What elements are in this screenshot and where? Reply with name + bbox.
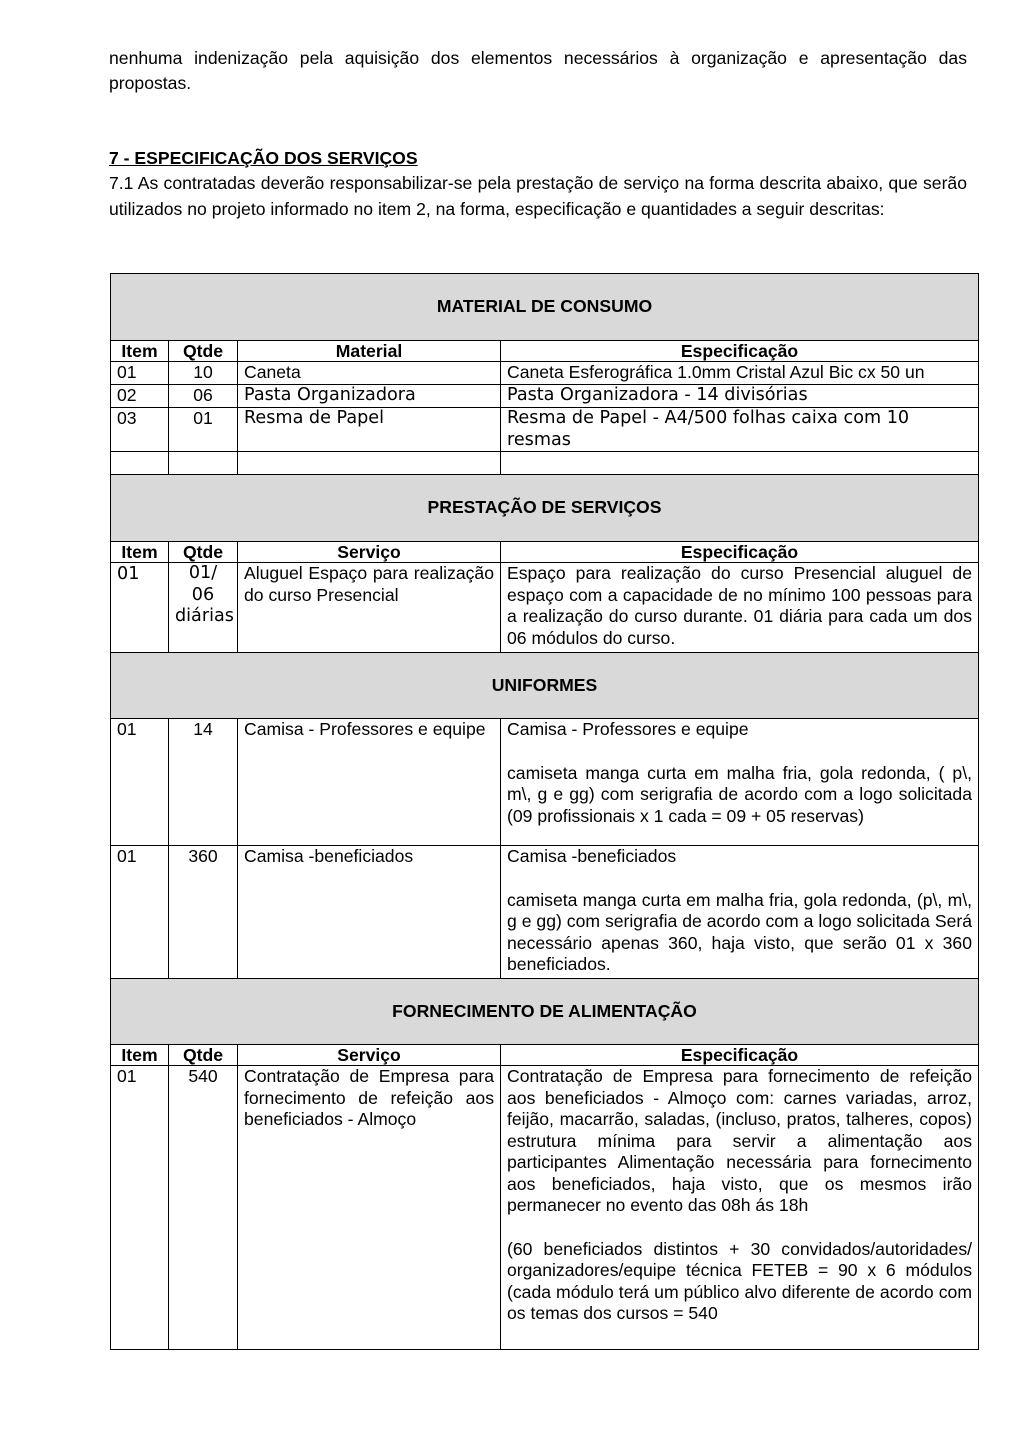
cell-item: 01 bbox=[111, 846, 169, 979]
spec-title: Camisa - Professores e equipe bbox=[507, 719, 749, 739]
material-band-title: MATERIAL DE CONSUMO bbox=[111, 274, 979, 341]
header-especificacao: Especificação bbox=[501, 341, 979, 362]
alimentacao-band-title: FORNECIMENTO DE ALIMENTAÇÃO bbox=[111, 979, 979, 1045]
cell-item: 03 bbox=[111, 408, 169, 452]
cell-qtde: 10 bbox=[169, 362, 238, 385]
cell-servico: Contratação de Empresa para fornecimento de refeição aos beneficiados - Almoço bbox=[238, 1066, 501, 1350]
header-qtde: Qtde bbox=[169, 341, 238, 362]
cell-especificacao: Resma de Papel - A4/500 folhas caixa com 10 resmas bbox=[501, 408, 979, 452]
cell-servico: Camisa - Professores e equipe bbox=[238, 719, 501, 846]
cell-servico: Camisa -beneficiados bbox=[238, 846, 501, 979]
cell-qtde: 01 bbox=[169, 408, 238, 452]
header-item: Item bbox=[111, 1045, 169, 1066]
table-row bbox=[111, 563, 979, 653]
header-especificacao: Especificação bbox=[501, 1045, 979, 1066]
cell-qtde: 06 bbox=[169, 385, 238, 408]
cell-especificacao bbox=[501, 719, 979, 846]
header-material: Material bbox=[238, 341, 501, 362]
header-servico: Serviço bbox=[238, 542, 501, 563]
cell-item: 01 bbox=[111, 362, 169, 385]
cell-item: 01 bbox=[111, 563, 169, 653]
header-servico: Serviço bbox=[238, 1045, 501, 1066]
qtde-line: diárias bbox=[175, 606, 234, 626]
section-title: 7 - ESPECIFICAÇÃO DOS SERVIÇOS bbox=[109, 148, 418, 168]
table-row bbox=[111, 362, 979, 385]
table-row bbox=[111, 1066, 979, 1350]
cell-especificacao: Espaço para realização do curso Presencial aluguel de espaço com a capacidade de no mínimo 100 pessoas para a realização do curso durante. 01 diária para cada um dos 06 módulos do curso. bbox=[501, 563, 979, 653]
cell-especificacao: Caneta Esferográfica 1.0mm Cristal Azul Bic cx 50 un bbox=[501, 362, 979, 385]
qtde-line: 06 bbox=[191, 584, 215, 605]
cell-material: Caneta bbox=[238, 362, 501, 385]
spec-body: (60 beneficiados distintos + 30 convidados/autoridades/ organizadores/equipe técnica FETEB = 90 x 6 módulos (cada módulo terá um público alvo diferente de acordo com os temas dos cursos = 540 bbox=[507, 1238, 972, 1323]
table-row bbox=[111, 385, 979, 408]
header-especificacao: Especificação bbox=[501, 542, 979, 563]
servicos-band-title: PRESTAÇÃO DE SERVIÇOS bbox=[111, 475, 979, 542]
uniformes-band-title: UNIFORMES bbox=[111, 653, 979, 719]
spec-body: camiseta manga curta em malha fria, gola redonda, ( p\, m\, g e gg) com serigrafia de acordo com a logo solicitada (09 profissionais x 1 cada = 09 + 05 reservas) bbox=[507, 762, 972, 826]
cell-item: 01 bbox=[111, 719, 169, 846]
cell-material: Resma de Papel bbox=[238, 408, 501, 452]
qtde-line: 01/ bbox=[188, 563, 218, 583]
cell-item: 01 bbox=[111, 1066, 169, 1350]
cell-especificacao: Pasta Organizadora - 14 divisórias bbox=[501, 385, 979, 408]
cell-qtde: 14 bbox=[169, 719, 238, 846]
header-qtde: Qtde bbox=[169, 1045, 238, 1066]
spec-title: Camisa -beneficiados bbox=[507, 846, 677, 866]
spec-body: Contratação de Empresa para fornecimento de refeição aos beneficiados - Almoço com: carnes variadas, arroz, feijão, macarrão, saladas, (incluso, pratos, talheres, copos) estrutura mínima para servir a alimentação aos participantes Alimentação necessária para fornecimento aos beneficiados, haja visto, que os mesmos irão permanecer no evento das 08h ás 18h bbox=[507, 1066, 972, 1215]
cell-especificacao bbox=[501, 846, 979, 979]
cell-especificacao bbox=[501, 1066, 979, 1350]
cell-material: Pasta Organizadora bbox=[238, 385, 501, 408]
table-row bbox=[111, 719, 979, 846]
header-qtde: Qtde bbox=[169, 542, 238, 563]
cell-item: 02 bbox=[111, 385, 169, 408]
cell-qtde bbox=[169, 563, 238, 653]
page-content bbox=[109, 46, 967, 222]
section-intro: 7.1 As contratadas deverão responsabilizar-se pela prestação de serviço na forma descrita abaixo, que serão utilizados no projeto informado no item 2, na forma, especificação e quantidades a seguir descritas: bbox=[109, 173, 967, 219]
cell-qtde: 540 bbox=[169, 1066, 238, 1350]
table-row bbox=[111, 408, 979, 452]
header-item: Item bbox=[111, 542, 169, 563]
cell-servico: Aluguel Espaço para realização do curso Presencial bbox=[238, 563, 501, 653]
spec-body: camiseta manga curta em malha fria, gola redonda, (p\, m\, g e gg) com serigrafia de acordo com a logo solicitada Será necessário apenas 360, haja visto, que serão 01 x 360 beneficiados. bbox=[507, 889, 972, 974]
empty-row bbox=[111, 452, 979, 475]
table-row bbox=[111, 846, 979, 979]
intro-paragraph: nenhuma indenização pela aquisição dos elementos necessários à organização e apresentação das propostas. bbox=[109, 48, 967, 93]
specification-table bbox=[110, 273, 979, 1350]
cell-qtde: 360 bbox=[169, 846, 238, 979]
header-item: Item bbox=[111, 341, 169, 362]
